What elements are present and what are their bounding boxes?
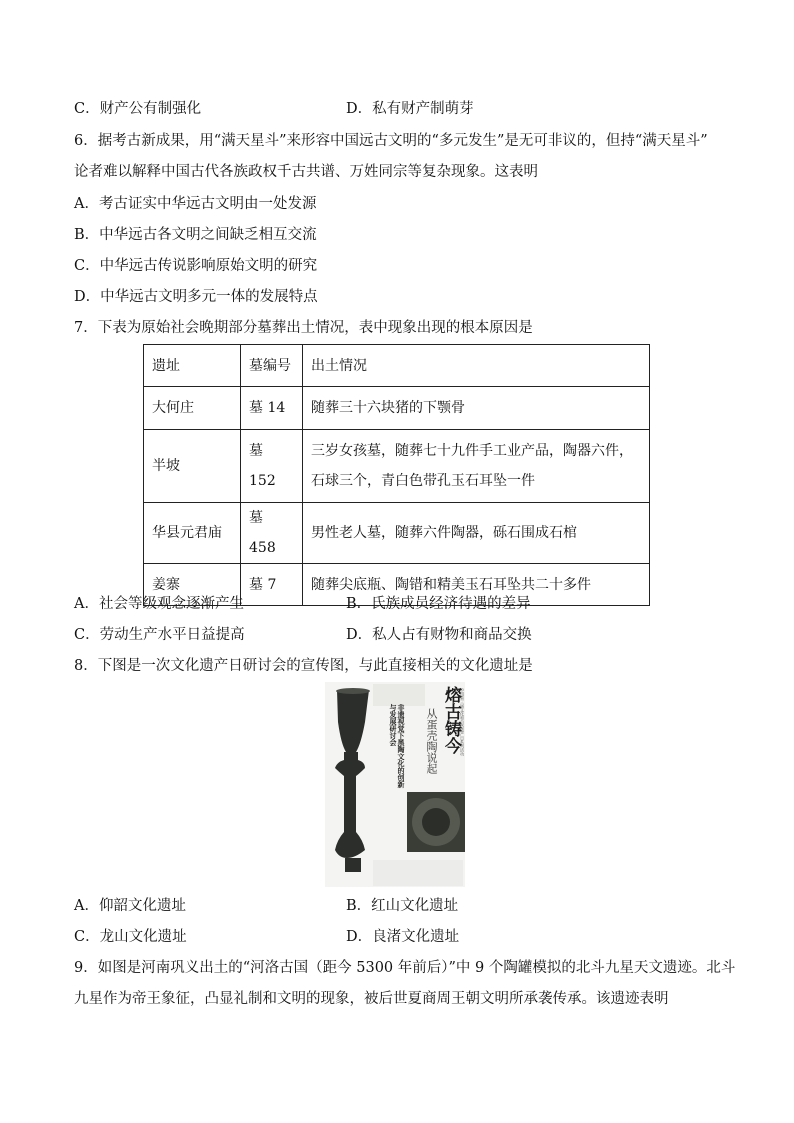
table-cell: 随葬尖底瓶、陶错和精美玉石耳坠共二十多件 [303, 564, 650, 606]
poster-header: 中国第三届文化和自然遗产日系列活动 [460, 688, 465, 756]
table-cell: 大何庄 [144, 387, 241, 430]
q8-option-d: D．良渚文化遗址 [346, 929, 460, 945]
table-cell: 墓 7 [241, 564, 303, 606]
table-row [144, 503, 650, 564]
table-cell: 三岁女孩墓，随葬七十九件手工业产品，陶器六件，石球三个，青白色带孔玉石耳坠一件 [303, 430, 650, 503]
table-cell: 姜寨 [144, 564, 241, 606]
q6-option-b: B．中华远古各文明之间缺乏相互交流 [74, 227, 317, 243]
q7-stem: 7．下表为原始社会晚期部分墓葬出土情况，表中现象出现的根本原因是 [74, 320, 533, 336]
burial-table [143, 344, 650, 606]
q6-option-a: A．考古证实中华远古文明由一处发源 [74, 196, 317, 212]
seminar-poster [325, 682, 465, 887]
table-header-cell: 遗址 [144, 345, 241, 387]
table-header-row [144, 345, 650, 387]
table-cell: 华县元君庙 [144, 503, 241, 564]
q7-option-a: A．社会等级观念逐渐产生 [74, 596, 244, 612]
table-cell: 半坡 [144, 430, 241, 503]
poster-title: 熔古铸今 [441, 686, 461, 754]
q8-option-a: A．仰韶文化遗址 [74, 898, 186, 914]
table-cell: 墓 14 [241, 387, 303, 430]
poster-theme: 非遗视觉下黑陶文化的创新与发展研讨会 [389, 704, 406, 788]
poster-subtitle: 从蛋壳陶说起 [425, 708, 438, 774]
q9-stem-line2: 九星作为帝王象征，凸显礼制和文明的现象，被后世夏商周王朝文明所承袭传承。该遗迹表明 [74, 991, 669, 1007]
q6-option-d: D．中华远古文明多元一体的发展特点 [74, 289, 318, 305]
table-cell: 随葬三十六块猪的下颚骨 [303, 387, 650, 430]
q6-stem-line1: 6．据考古新成果，用“满天星斗”来形容中国远古文明的“多元发生”是无可非议的，但持“满天星斗” [74, 133, 708, 149]
table-cell: 男性老人墓，随葬六件陶器，砾石围成石棺 [303, 503, 650, 564]
q8-option-c: C．龙山文化遗址 [74, 929, 187, 945]
table-cell: 墓 458 [241, 503, 303, 564]
q8-option-b: B．红山文化遗址 [346, 898, 459, 914]
q5-option-c: C．财产公有制强化 [74, 101, 202, 117]
q5-option-d: D．私有财产制萌芽 [346, 101, 474, 117]
table-row [144, 387, 650, 430]
q6-option-c: C．中华远古传说影响原始文明的研究 [74, 258, 318, 274]
table-header-cell: 墓编号 [241, 345, 303, 387]
q9-stem-line1: 9．如图是河南巩义出土的“河洛古国（距今 5300 年前后）”中 9 个陶罐模拟的北斗九星天文遗迹。北斗 [74, 960, 736, 976]
table-row [144, 430, 650, 503]
q8-stem: 8．下图是一次文化遗产日研讨会的宣传图，与此直接相关的文化遗址是 [74, 658, 533, 674]
q7-option-b: B．氏族成员经济待遇的差异 [346, 596, 531, 612]
table-cell: 墓 152 [241, 430, 303, 503]
table-header-cell: 出土情况 [303, 345, 650, 387]
q7-option-d: D．私人占有财物和商品交换 [346, 627, 532, 643]
q7-option-c: C．劳动生产水平日益提高 [74, 627, 245, 643]
q6-stem-line2: 论者难以解释中国古代各族政权千古共谱、万姓同宗等复杂现象。这表明 [74, 164, 538, 180]
